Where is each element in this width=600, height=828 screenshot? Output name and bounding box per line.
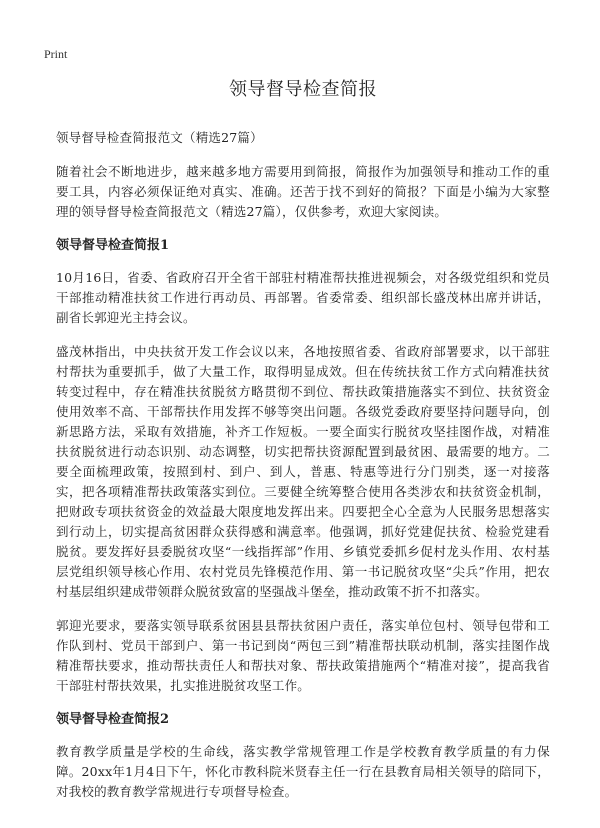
section-1-paragraph-3: 郭迎光要求，要落实领导联系贫困县县帮扶贫困户责任，落实单位包村、领导包带和工作队到村、党员干部到户、第一书记到岗“两包三到”精准帮扶联动机制，落实挂图作战精准帮扶要求，推动帮扶责任人和帮扶对象、帮扶政策措施两个“精准对接”，提高我省干部驻村帮扶效果，扎实推进脱贫攻坚工作。 [56, 618, 550, 693]
section-1-paragraph-1: 10月16日，省委、省政府召开全省干部驻村精准帮扶推进视频会，对各级党组织和党员干部推动精准扶贫工作进行再动员、再部署。省委常委、组织部长盛茂林出席并讲话，副省长郭迎光主持会议。 [56, 270, 550, 325]
section-heading-2: 领导督导检查简报2 [56, 712, 170, 727]
document-title: 领导督导检查简报 [229, 79, 377, 100]
intro-paragraph: 随着社会不断地进步，越来越多地方需要用到简报，简报作为加强领导和推动工作的重要工具，内容必须保证绝对真实、准确。还苦于找不到好的简报？下面是小编为大家整理的领导督导检查简报范文（精选27篇），仅供参考，欢迎大家阅读。 [56, 164, 550, 219]
section-1-paragraph-2: 盛茂林指出，中央扶贫开发工作会议以来，各地按照省委、省政府部署要求，以干部驻村帮扶为重要抓手，做了大量工作，取得明显成效。但在传统扶贫工作方式向精准扶贫转变过程中，存在精准扶贫脱贫方略贯彻不到位、帮扶政策措施落实不到位、扶贫资金使用效率不高、干部帮扶作用发挥不够等突出问题。各级党委政府要坚持问题导向，创新思路方法，采取有效措施，补齐工作短板。一要全面实行脱贫攻坚挂图作战，对精准扶贫脱贫进行动态识别、动态调整，切实把帮扶资源配置到最贫困、最需要的地方。二要全面梳理政策，按照到村、到户、到人，普惠、特惠等进行分门别类，逐一对接落实，把各项精准帮扶政策落实到位。三要健全统筹整合使用各类涉农和扶贫资金机制，把财政专项扶贫资金的效益最大限度地发挥出来。四要把全心全意为人民服务思想落实到行动上，切实提高贫困群众获得感和满意率。他强调，抓好党建促扶贫、检验党建看脱贫。要发挥好县委脱贫攻坚“一线指挥部”作用、乡镇党委抓乡促村龙头作用、农村基层党组织领导核心作用、农村党员先锋模范作用、第一书记脱贫攻坚“尖兵”作用，把农村基层组织建成带领群众脱贫致富的坚强战斗堡垒，推动政策不折不扣落实。 [56, 344, 550, 599]
document-subtitle: 领导督导检查简报范文（精选27篇） [56, 130, 263, 145]
document-body [56, 78, 550, 816]
print-link[interactable]: Print [44, 47, 68, 61]
section-2-paragraph-1: 教育教学质量是学校的生命线，落实教学常规管理工作是学校教育教学质量的有力保障。20xx年1月4日下午，怀化市教科院米贤春主任一行在县教育局相关领导的陪同下，对我校的教育教学常规进行专项督导检查。 [56, 744, 550, 799]
section-heading-1: 领导督导检查简报1 [56, 238, 170, 253]
